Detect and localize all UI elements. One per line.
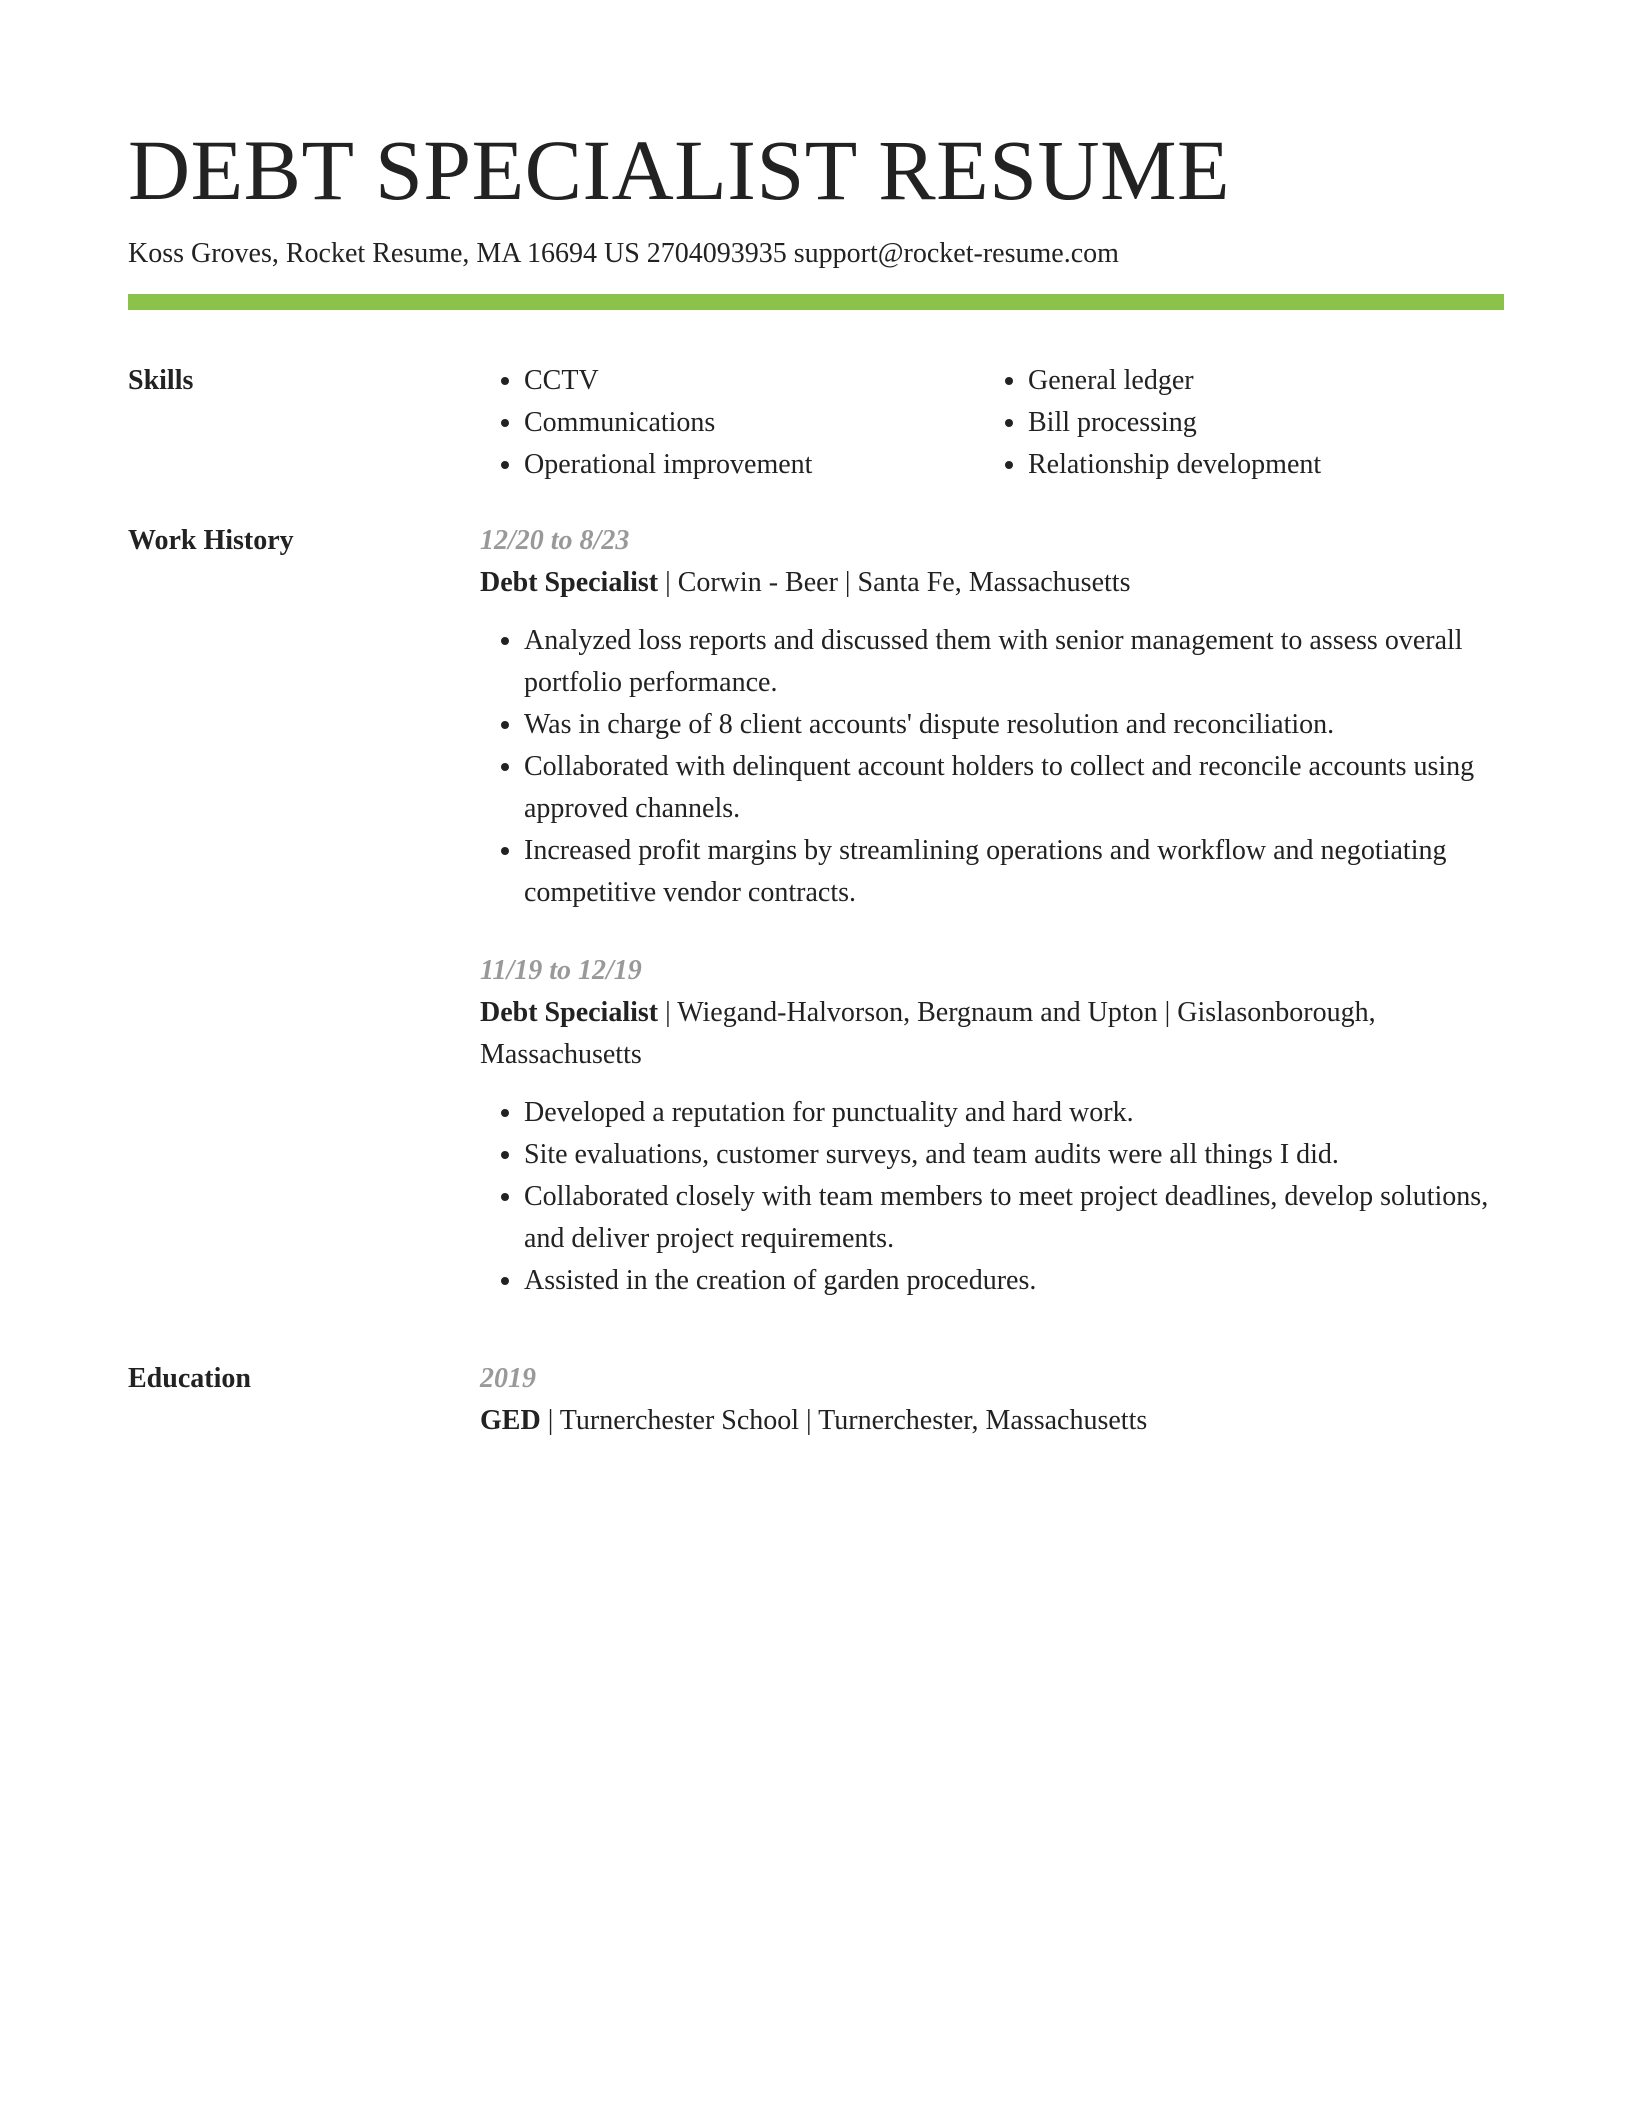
job-entry: [480, 950, 1504, 1302]
skill-item: • Operational improvement: [524, 444, 984, 486]
accent-divider: [128, 294, 1504, 310]
education-section: [128, 1358, 1504, 1442]
education-degree: GED: [480, 1405, 541, 1436]
skills-heading: Skills: [128, 365, 194, 396]
job-bullet: • Was in charge of 8 client accounts' dispute resolution and reconciliation.: [524, 704, 1504, 746]
education-year: 2019: [480, 1363, 536, 1394]
skill-item: • CCTV: [524, 360, 984, 402]
job-bullet: • Collaborated with delinquent account holders to collect and reconcile accounts using approved channels.: [524, 746, 1504, 830]
job-role-line: [480, 992, 1504, 1076]
job-bullet: • Analyzed loss reports and discussed them with senior management to assess overall portfolio performance.: [524, 620, 1504, 704]
work-history-section: [128, 520, 1504, 1338]
skills-grid: [480, 360, 1504, 486]
education-heading: Education: [128, 1363, 251, 1394]
job-employer-location: | Corwin - Beer | Santa Fe, Massachusetts: [658, 567, 1131, 598]
work-history-heading: Work History: [128, 525, 294, 556]
education-content: [480, 1358, 1504, 1442]
skill-item: • Relationship development: [1028, 444, 1488, 486]
job-role-line: [480, 562, 1504, 604]
job-bullet: • Developed a reputation for punctuality and hard work.: [524, 1092, 1504, 1134]
job-dates: 12/20 to 8/23: [480, 525, 630, 556]
job-dates: 11/19 to 12/19: [480, 955, 642, 986]
job-bullet: • Collaborated closely with team members to meet project deadlines, develop solutions, and deliver project requirements.: [524, 1176, 1504, 1260]
skill-item: • Communications: [524, 402, 984, 444]
job-entry: [480, 520, 1504, 914]
job-bullet: • Site evaluations, customer surveys, and team audits were all things I did.: [524, 1134, 1504, 1176]
skill-item: • General ledger: [1028, 360, 1488, 402]
skills-list-right: [984, 360, 1488, 486]
contact-line: Koss Groves, Rocket Resume, MA 16694 US 2704093935 support@rocket-resume.com: [128, 238, 1119, 269]
education-line: [480, 1400, 1504, 1442]
education-school-location: | Turnerchester School | Turnerchester, Massachusetts: [540, 1405, 1148, 1436]
resume-title: DEBT SPECIALIST RESUME: [128, 122, 1231, 218]
job-bullets: [480, 1092, 1504, 1302]
job-title: Debt Specialist: [480, 567, 659, 598]
skills-list-left: [480, 360, 984, 486]
job-employer-location: | Wiegand-Halvorson, Bergnaum and Upton | Gislasonborough, Massachusetts: [480, 997, 1376, 1070]
job-bullet: • Assisted in the creation of garden procedures.: [524, 1260, 1504, 1302]
work-history-content: [480, 520, 1504, 1338]
job-title: Debt Specialist: [480, 997, 659, 1028]
skills-section: [128, 360, 1504, 486]
job-bullet: • Increased profit margins by streamlining operations and workflow and negotiating competitive vendor contracts.: [524, 830, 1504, 914]
skill-item: • Bill processing: [1028, 402, 1488, 444]
job-bullets: [480, 620, 1504, 914]
